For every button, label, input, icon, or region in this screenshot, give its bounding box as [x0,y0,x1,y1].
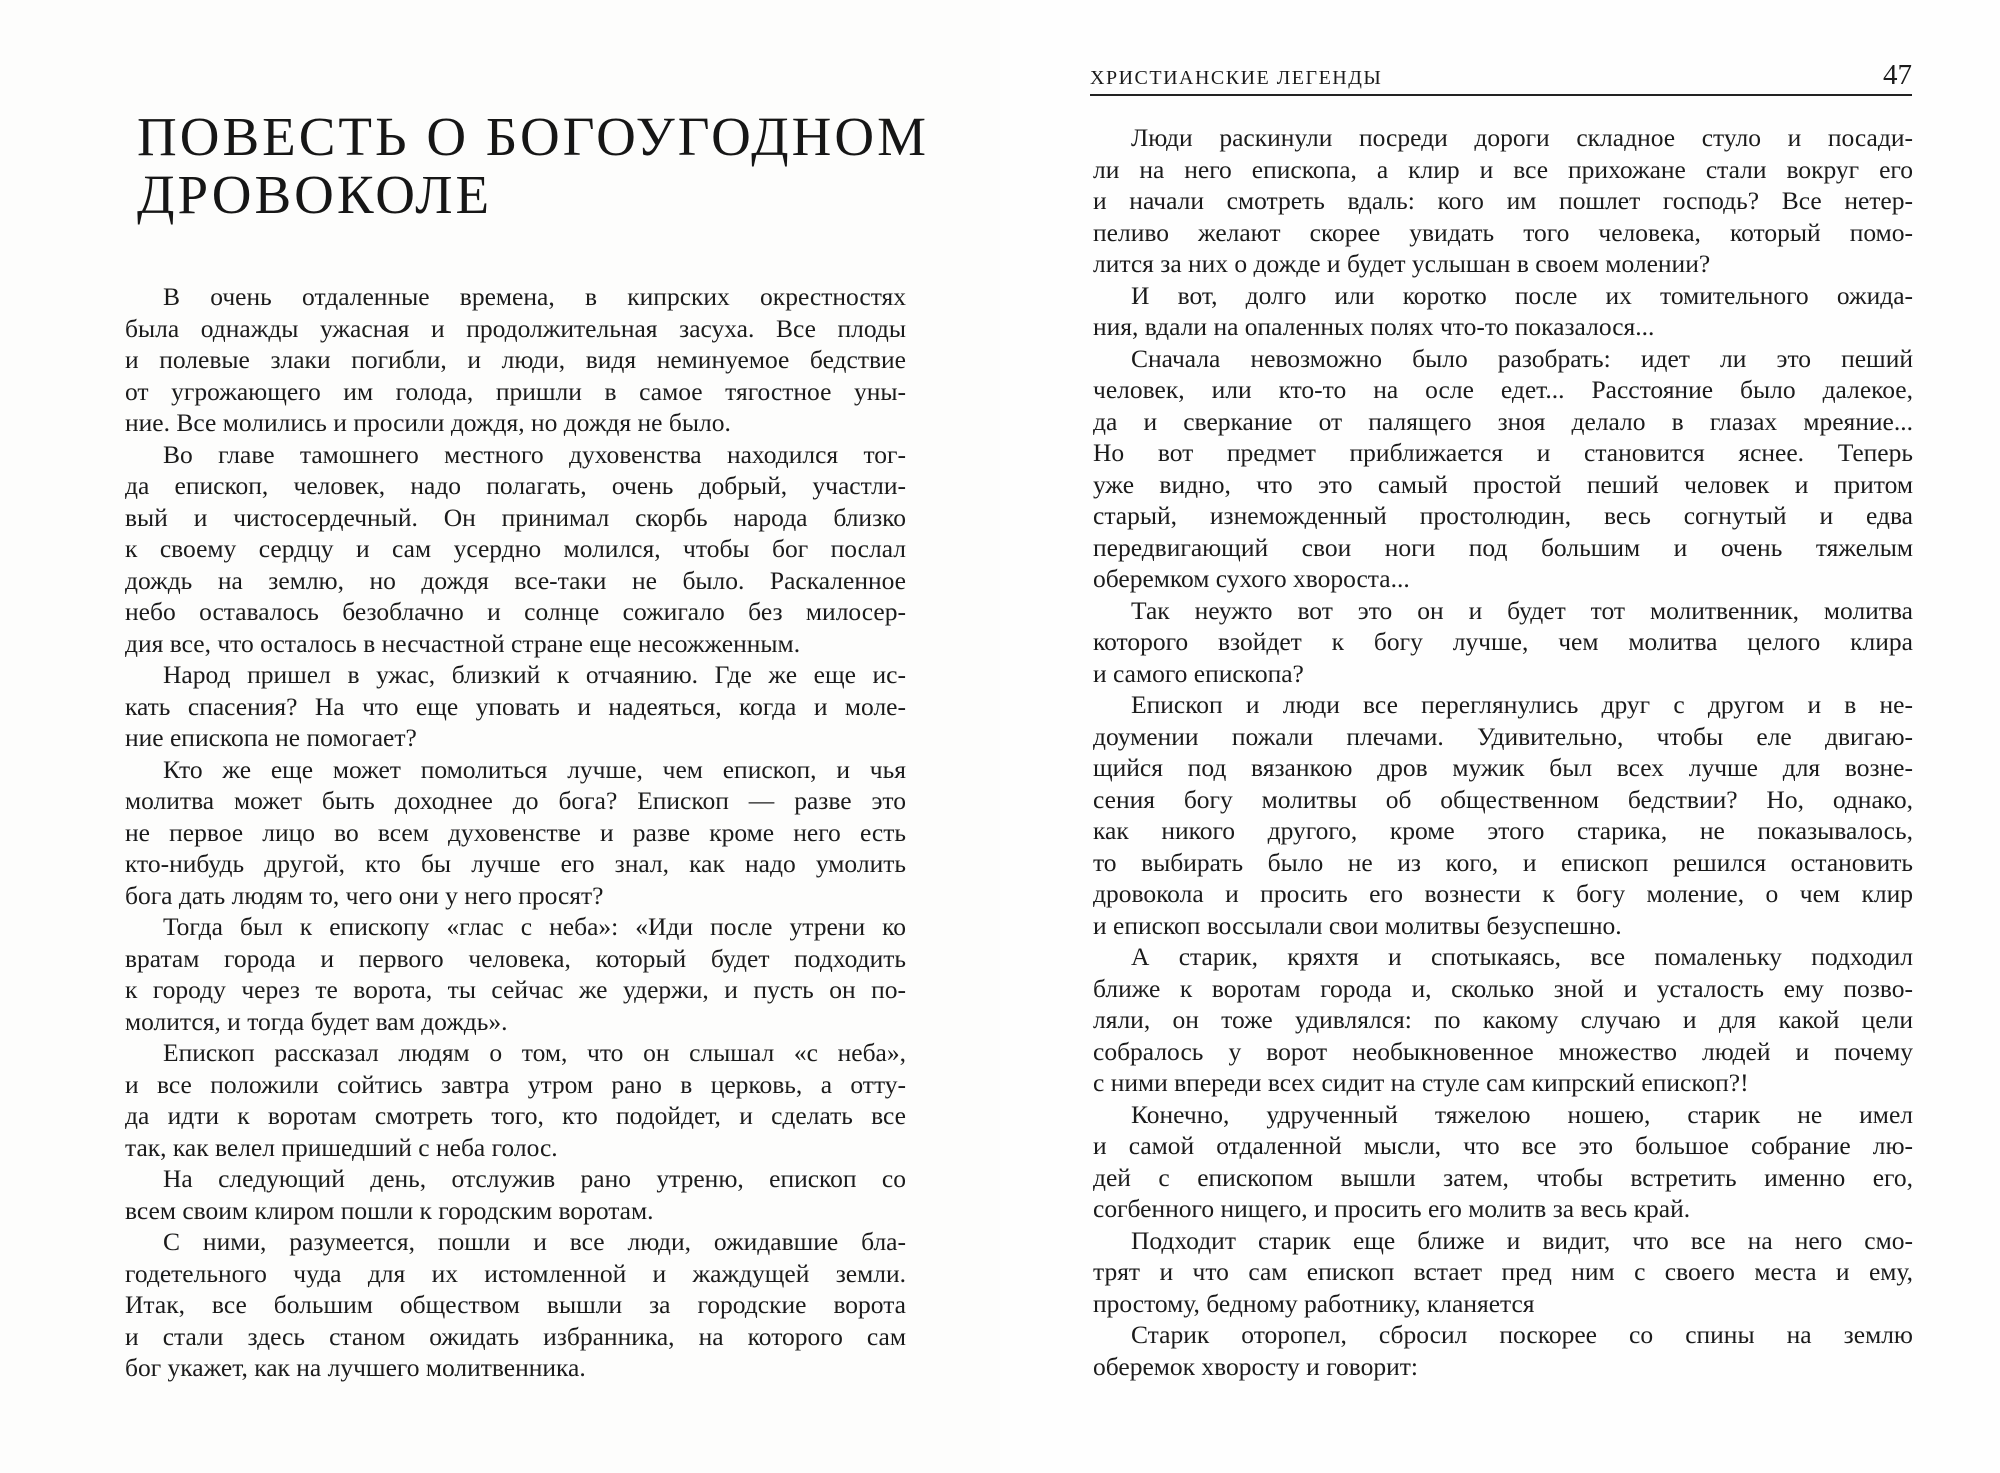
text-line: с ними впереди всех сидит на стуле сам кипрский епископ?! [1093,1068,1749,1097]
text-line: к своему сердцу и сам усердно молился, чтобы бог послал [125,534,906,563]
text-line: вый и чистосердечный. Он принимал скорбь народа близко [125,502,906,532]
text-line: дия все, что осталось в несчастной стране еще несожженным. [125,628,801,658]
text-line: то выбирать было не из кого, и епископ решился остановить [1093,847,1913,877]
paragraph [125,911,906,1037]
text-line: ние епископа не помогает? [125,723,417,752]
text-line: Во главе тамошнего местного духовенства находился тог- [163,439,906,469]
text-line: Епископ рассказал людям о том, что он слышал «с неба», [163,1038,906,1067]
paragraph [125,439,906,660]
text-line: и самого епископа? [1093,658,1304,688]
paragraph [125,1163,906,1226]
text-line: кать спасения? На что еще уповать и надеяться, когда и моле- [125,691,906,721]
text-line: Люди раскинули посреди дороги складное стуло и посади- [1131,123,1913,152]
text-line: Итак, все большим обществом вышли за городские ворота [125,1290,906,1319]
text-line: Но вот предмет приближается и становится яснее. Теперь [1093,438,1913,467]
text-line: вратам города и первого человека, который будет подходить [125,943,906,973]
text-line: и полевые злаки погибли, и люди, видя неминуемое бедствие [125,345,906,374]
text-line: и епископ воссылали свои молитвы безуспешно. [1093,910,1622,940]
text-line: ли на него епископа, а клир и все прихожане стали вокруг его [1093,154,1913,184]
text-line: В очень отдаленные времена, в кипрских окрестностях [163,282,906,311]
text-line: Тогда был к епископу «глас с неба»: «Иди после утрени ко [163,912,906,941]
text-line: к городу через те ворота, ты сейчас же удержи, и пусть он по- [125,975,906,1004]
text-line: Конечно, удрученный тяжелою ношею, старик не имел [1131,1099,1913,1129]
text-line: Епископ и люди все переглянулись друг с другом и в не- [1131,690,1913,719]
text-line: да идти к воротам смотреть того, кто подойдет, и сделать все [125,1101,906,1130]
text-line: сения богу молитвы об общественном бедствии? Но, однако, [1093,784,1913,814]
text-line: которого взойдет к богу лучше, чем молитва целого клира [1093,627,1913,656]
text-line: На следующий день, отслужив рано утреню, епископ со [163,1164,906,1193]
title-line: ДРОВОКОЛЕ [137,164,493,225]
text-line: старый, изнеможденный простолюдин, весь согнутый и едва [1093,501,1913,530]
text-line: и самой отдаленной мысли, что все это большое собрание лю- [1093,1131,1913,1160]
paragraph [1093,689,1913,941]
text-line: щийся под вязанкою дров мужик был всех лучше для возне- [1093,753,1913,782]
text-line: молится, и тогда будет вам дождь». [125,1006,508,1036]
paragraph [1093,1099,1913,1225]
paragraph [125,1226,906,1384]
text-line: от угрожающего им голода, пришли в самое тягостное уны- [125,376,906,406]
text-line: небо оставалось безоблачно и солнце сожигало без милосер- [125,597,906,626]
left-text-column [125,281,906,1384]
text-line: бог укажет, как на лучшего молитвенника. [125,1353,586,1382]
text-line: ния, вдали на опаленных полях что-то показалося... [1093,312,1655,341]
text-line: не первое лицо во всем духовенстве и разве кроме него есть [125,817,906,847]
text-line: кто-нибудь другой, кто бы лучше его знал, как надо умолить [125,849,906,878]
text-line: молитва может быть доходнее до бога? Епископ — разве это [125,786,906,815]
paragraph [125,1037,906,1163]
text-line: пеливо желают скорее увидать того человека, который помо- [1093,217,1913,247]
page-number: 47 [1883,59,1912,91]
text-line: Так неужто вот это он и будет тот молитвенник, молитва [1131,595,1913,625]
text-line: и стали здесь станом ожидать избранника, на которого сам [125,1321,906,1351]
text-line: доумении пожали плечами. Удивительно, чтобы еле двигаю- [1093,721,1913,751]
paragraph [1093,595,1913,690]
paragraph [125,281,906,439]
text-line: дей с епископом вышли затем, чтобы встретить именно его, [1093,1162,1913,1192]
running-head [1090,59,1912,96]
text-line: и начали смотреть вдаль: кого им пошлет господь? Все нетер- [1093,186,1913,215]
text-line: ближе к воротам города и, сколько зной и усталость ему позво- [1093,973,1913,1003]
right-page [1000,0,2000,1473]
text-line: Старик оторопел, сбросил поскорее со спины на землю [1131,1320,1913,1349]
text-line: ляли, он тоже удивлялся: по какому случаю и для какой цели [1093,1005,1913,1034]
text-line: простому, бедному работнику, кланяется [1093,1288,1535,1318]
paragraph [1093,280,1913,343]
paragraph [125,659,906,754]
paragraph [1093,122,1913,280]
text-line: согбенного нищего, и просить его молитв за весь край. [1093,1194,1691,1223]
text-line: передвигающий свои ноги под большим и очень тяжелым [1093,532,1913,562]
text-line: человек, или кто-то на осле едет... Расстояние было далекое, [1093,375,1913,404]
text-line: Подходит старик еще ближе и видит, что все на него смо- [1131,1225,1913,1255]
paragraph [1093,1319,1913,1382]
text-line: да и сверкание от палящего зноя делало в глазах мреяние... [1093,406,1913,436]
text-line: С ними, разумеется, пошли и все люди, ожидавшие бла- [163,1227,906,1256]
text-line: была однажды ужасная и продолжительная засуха. Все плоды [125,313,906,343]
text-line: годетельного чуда для их истомленной и жаждущей земли. [125,1258,906,1288]
text-line: оберемок хворосту и говорит: [1093,1351,1419,1381]
paragraph [1093,343,1913,595]
paragraph [1093,1225,1913,1320]
text-line: да епископ, человек, надо полагать, очень добрый, участли- [125,471,906,500]
section-title: ХРИСТИАНСКИЕ ЛЕГЕНДЫ [1090,67,1383,89]
text-line: И вот, долго или коротко после их томительного ожида- [1131,280,1913,310]
text-line: Сначала невозможно было разобрать: идет ли это пеший [1131,343,1913,373]
text-line: трят и что сам епископ встает пред ним с своего места и ему, [1093,1257,1913,1286]
text-line: всем своим клиром пошли к городским воротам. [125,1195,654,1225]
text-line: бога дать людям то, чего они у него просят? [125,880,604,910]
text-line: лится за них о дожде и будет услышан в своем молении? [1093,249,1711,278]
text-line: как никого другого, кроме этого старика, не показывалось, [1093,816,1913,845]
title-line: ПОВЕСТЬ О БОГОУГОДНОМ [137,106,929,167]
paragraph [125,754,906,912]
text-line: дровокола и просить его вознести к богу моление, о чем клир [1093,879,1913,908]
text-line: и все положили сойтись завтра утром рано в церковь, а отту- [125,1069,906,1099]
text-line: уже видно, что это самый простой пеший человек и притом [1093,469,1913,499]
paragraph [1093,941,1913,1099]
right-text-column [1093,122,1913,1382]
text-line: оберемком сухого хвороста... [1093,564,1410,593]
text-line: Народ пришел в ужас, близкий к отчаянию. Где же еще ис- [163,660,906,689]
text-line: дождь на землю, но дождя все-таки не было. Раскаленное [125,565,906,595]
text-line: так, как велел пришедший с неба голос. [125,1132,558,1162]
text-line: А старик, кряхтя и спотыкаясь, все помаленьку подходил [1131,942,1913,971]
story-title [137,106,929,225]
text-line: ние. Все молились и просили дождя, но дождя не было. [125,408,731,437]
text-line: собралось у ворот необыкновенное множество людей и почему [1093,1036,1913,1066]
text-line: Кто же еще может помолиться лучше, чем епископ, и чья [163,754,906,784]
